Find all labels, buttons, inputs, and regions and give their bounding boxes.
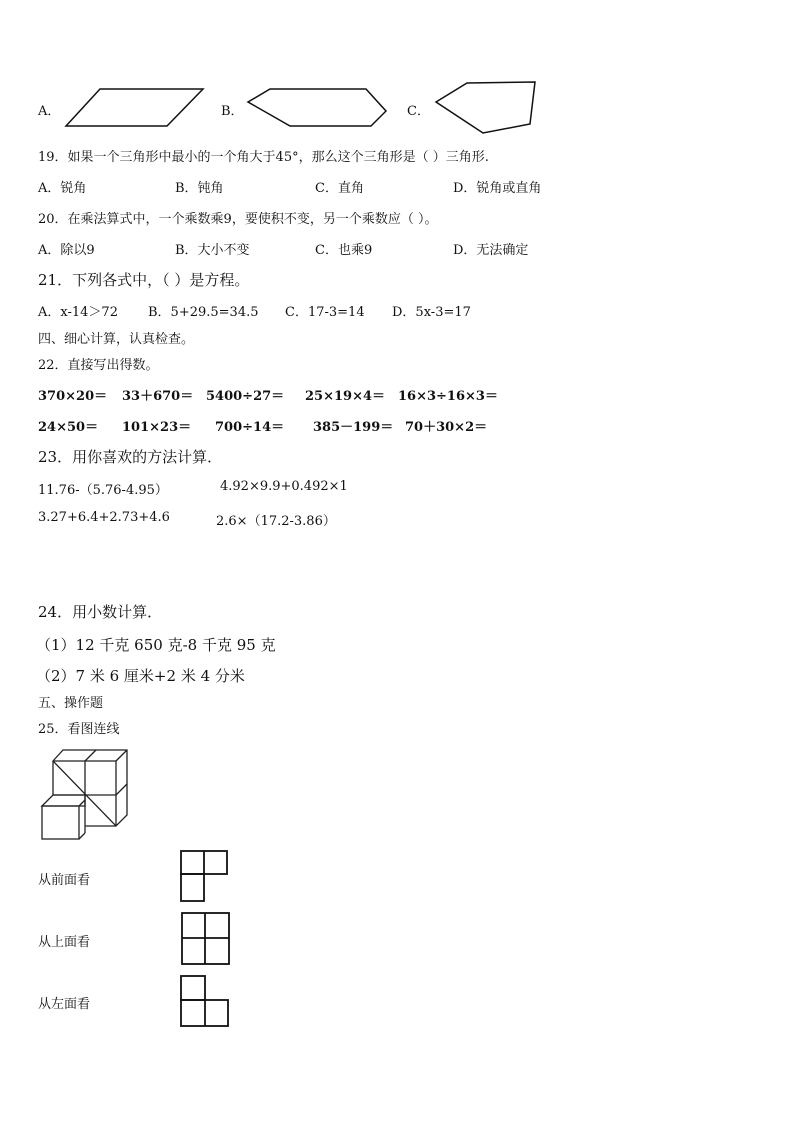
- q22-row1-item: 25×19×4＝: [305, 389, 386, 404]
- q23-item: 2.6×（17.2-3.86）: [216, 514, 336, 529]
- q22-row1-item: 33＋670＝: [122, 389, 194, 404]
- q19-option-d: D．锐角或直角: [453, 181, 542, 196]
- q24-text: 24．用小数计算．: [38, 603, 163, 621]
- q19-option-a: A．锐角: [38, 181, 87, 196]
- q24-item-1: （1）12 千克 650 克-8 千克 95 克: [36, 636, 276, 654]
- top-view-grid: [182, 913, 229, 964]
- q22-row2-item: 385－199＝: [313, 420, 394, 435]
- q20-option-c: C．也乘9: [315, 243, 373, 258]
- q20-option-a: A．除以9: [38, 243, 95, 258]
- q24-item-2: （2）7 米 6 厘米+2 米 4 分米: [36, 667, 245, 685]
- view-label-left: 从左面看: [38, 997, 91, 1012]
- q19-text: 19．如果一个三角形中最小的一个角大于45°，那么这个三角形是（ ）三角形.: [38, 150, 489, 165]
- q23-text: 23．用你喜欢的方法计算．: [38, 448, 223, 466]
- q21-option-a: A．x-14＞72: [38, 305, 118, 320]
- q22-row1-item: 5400÷27＝: [206, 389, 285, 404]
- q19-option-c: C．直角: [315, 181, 364, 196]
- q23-item: 3.27+6.4+2.73+4.6: [38, 510, 170, 525]
- q23-item: 11.76-（5.76-4.95）: [38, 483, 168, 498]
- front-view-grid: [181, 851, 227, 901]
- view-label-front: 从前面看: [38, 873, 91, 888]
- q21-option-d: D．5x-3=17: [392, 305, 471, 320]
- left-view-grid: [181, 976, 228, 1026]
- q22-row2-item: 700÷14＝: [215, 420, 285, 435]
- q22-row2-item: 101×23＝: [122, 420, 192, 435]
- q22-row2-item: 70＋30×2＝: [405, 420, 488, 435]
- q21-option-b: B．5+29.5=34.5: [148, 305, 259, 320]
- section-5-title: 五、操作题: [38, 696, 104, 711]
- q21-option-c: C．17-3=14: [285, 305, 365, 320]
- q20-option-b: B．大小不变: [175, 243, 250, 258]
- q22-row1-item: 16×3÷16×3＝: [398, 389, 498, 404]
- view-label-top: 从上面看: [38, 935, 91, 950]
- q18-option-a-label: A．: [38, 104, 61, 119]
- q20-option-d: D．无法确定: [453, 243, 529, 258]
- q18-option-c-label: C．: [407, 104, 430, 119]
- q21-text: 21．下列各式中，（ ）是方程。: [38, 271, 250, 289]
- q19-option-b: B．钝角: [175, 181, 224, 196]
- q18-option-b-label: B．: [221, 104, 244, 119]
- q22-row2-item: 24×50＝: [38, 420, 99, 435]
- q23-item: 4.92×9.9+0.492×1: [220, 479, 348, 494]
- q22-row1-item: 370×20＝: [38, 389, 108, 404]
- section-4-title: 四、细心计算，认真检查。: [38, 332, 195, 347]
- q22-text: 22．直接写出得数。: [38, 358, 159, 373]
- q25-text: 25．看图连线: [38, 722, 120, 737]
- q20-text: 20．在乘法算式中，一个乘数乘9，要使积不变，另一个乘数应（ ）。: [38, 212, 438, 227]
